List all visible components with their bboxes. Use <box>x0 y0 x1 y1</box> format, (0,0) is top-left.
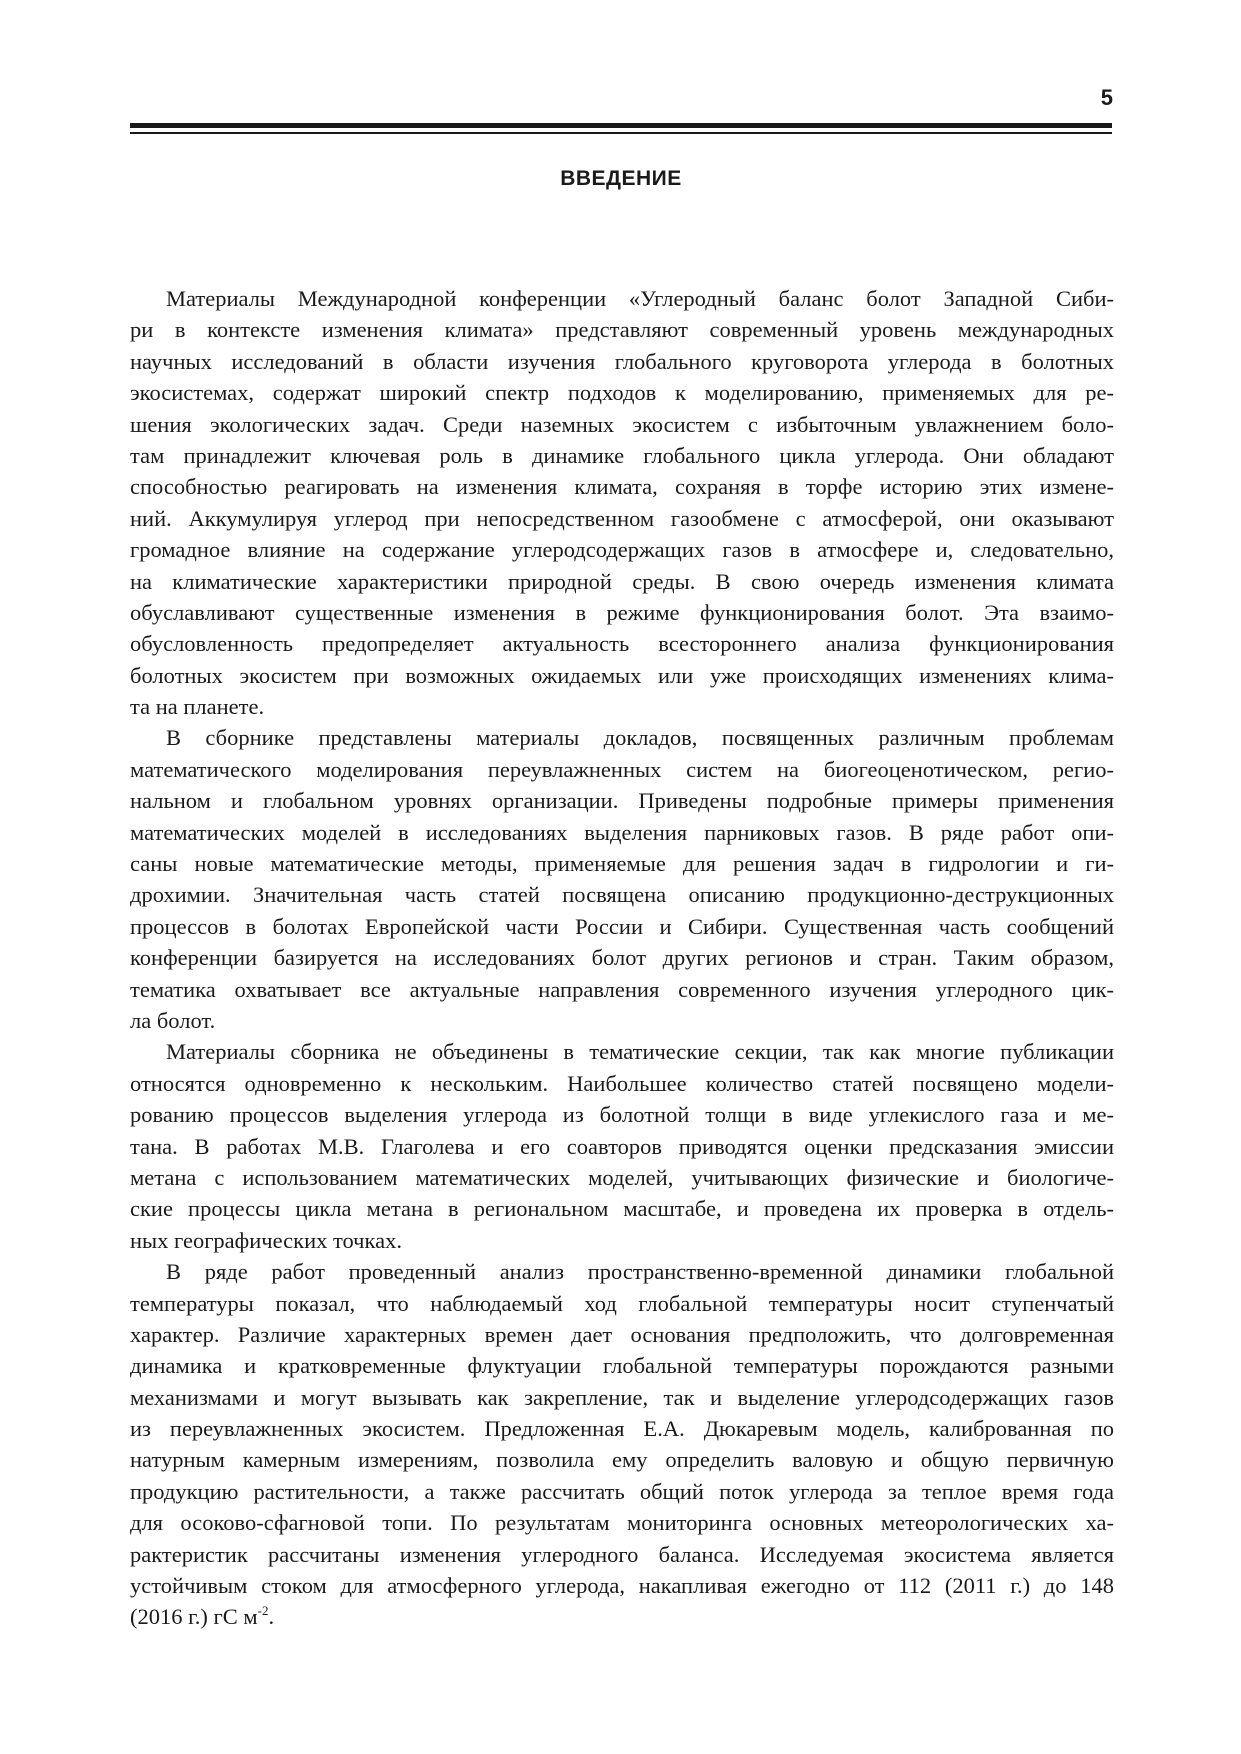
paragraph-4-line: характер. Различие характерных времен дает основания предположить, что долговременная <box>130 1321 1114 1347</box>
paragraph-3-line: рованию процессов выделения углерода из болотной толщи в виде углекислого газа и ме- <box>130 1102 1114 1128</box>
paragraph-2-line: ла болот. <box>130 1007 216 1033</box>
paragraph-1-line: экосистемах, содержат широкий спектр подходов к моделированию, применяемых для ре- <box>130 380 1114 406</box>
paragraph-2-line: процессов в болотах Европейской части России и Сибири. Существенная часть сообщений <box>130 913 1114 939</box>
paragraph-3-line: относятся одновременно к нескольким. Наибольшее количество статей посвящено модели- <box>130 1070 1114 1096</box>
paragraph-2-line: тематика охватывает все актуальные направления современного изучения углеродного цик- <box>130 976 1114 1002</box>
paragraph-2-line: математического моделирования переувлажненных систем на биогеоценотическом, регио- <box>130 756 1114 782</box>
paragraph-1-line: Материалы Международной конференции «Углеродный баланс болот Западной Сиби- <box>166 286 1114 311</box>
paragraph-4-line: механизмами и могут вызывать как закрепление, так и выделение углеродсодержащих газов <box>130 1384 1114 1410</box>
paragraph-1-line: обуславливают существенные изменения в режиме функционирования болот. Эта взаимо- <box>130 599 1114 625</box>
header-rule-thin <box>130 132 1112 134</box>
paragraph-4-line: продукцию растительности, а также рассчитать общий поток углерода за теплое время года <box>130 1478 1114 1504</box>
paragraph-1-line: обусловленность предопределяет актуальность всестороннего анализа функционирования <box>130 631 1114 657</box>
paragraph-1-line: та на планете. <box>130 694 265 720</box>
paragraph-2-line: конференции базируется на исследованиях болот других регионов и стран. Таким образом, <box>130 945 1114 971</box>
paragraph-4-line: температуры показал, что наблюдаемый ход глобальной температуры носит ступенчатый <box>130 1290 1114 1316</box>
paragraph-2-line: нальном и глобальном уровнях организации. Приведены подробные примеры применения <box>130 788 1114 814</box>
paragraph-3-line: ские процессы цикла метана в региональном масштабе, и проведена их проверка в отдель- <box>130 1196 1114 1222</box>
paragraph-1-line: там принадлежит ключевая роль в динамике глобального цикла углерода. Они обладают <box>130 442 1114 468</box>
paragraph-4-line: В ряде работ проведенный анализ пространственно-временной динамики глобальной <box>166 1259 1114 1285</box>
paragraph-1-line: способностью реагировать на изменения климата, сохраняя в торфе историю этих измене- <box>130 474 1114 500</box>
paragraph-1-line: шения экологических задач. Среди наземных экосистем с избыточным увлажнением боло- <box>130 411 1114 437</box>
page-number: 5 <box>1100 85 1113 110</box>
body-text <box>130 283 1114 1633</box>
final-line-text: (2016 г.) гС м <box>130 1604 258 1630</box>
paragraph-4-line: для осоково-сфагновой топи. По результатам мониторинга основных метеорологических ха- <box>130 1510 1114 1536</box>
paragraph-4-line: натурным камерным измерениям, позволила ему определить валовую и общую первичную <box>130 1447 1114 1473</box>
paragraph-2-line: дрохимии. Значительная часть статей посвящена описанию продукционно-деструкционных <box>130 882 1114 908</box>
paragraph-1-line: научных исследований в области изучения глобального круговорота углерода в болотных <box>130 348 1114 374</box>
header-rule-thick <box>130 123 1112 128</box>
paragraph-1-line: болотных экосистем при возможных ожидаемых или уже происходящих изменениях клима- <box>130 662 1114 688</box>
paragraph-1-line: ний. Аккумулируя углерод при непосредственном газообмене с атмосферой, они оказывают <box>130 505 1114 531</box>
paragraph-2-line: саны новые математические методы, применяемые для решения задач в гидрологии и ги- <box>130 851 1114 877</box>
paragraph-3-line: Материалы сборника не объединены в тематические секции, так как многие публикации <box>166 1039 1114 1065</box>
paragraph-4-line: динамика и кратковременные флуктуации глобальной температуры порождаются разными <box>130 1353 1114 1379</box>
paragraph-3-line: метана с использованием математических моделей, учитывающих физические и биологиче- <box>130 1164 1114 1190</box>
final-line-period: . <box>268 1604 275 1630</box>
page-title: ВВЕДЕНИЕ <box>560 167 682 190</box>
paragraph-4-line: рактеристик рассчитаны изменения углеродного баланса. Исследуемая экосистема является <box>130 1541 1114 1567</box>
paragraph-3-line: тана. В работах М.В. Глаголева и его соавторов приводятся оценки предсказания эмиссии <box>130 1133 1114 1159</box>
paragraph-4-line: из переувлажненных экосистем. Предложенная Е.А. Дюкаревым модель, калиброванная по <box>130 1416 1114 1442</box>
paragraph-1-line: на климатические характеристики природной среды. В свою очередь изменения климата <box>130 568 1114 594</box>
paragraph-1-line: громадное влияние на содержание углеродсодержащих газов в атмосфере и, следовательно, <box>130 537 1114 563</box>
paragraph-2-line: математических моделей в исследованиях выделения парниковых газов. В ряде работ опи- <box>130 819 1114 845</box>
unit-superscript: -2 <box>257 1603 269 1619</box>
paragraph-3-line: ных географических точках. <box>130 1227 402 1253</box>
paragraph-4-final-line <box>130 1601 1114 1632</box>
paragraph-2-line: В сборнике представлены материалы докладов, посвященных различным проблемам <box>166 725 1114 751</box>
paragraph-4-line: устойчивым стоком для атмосферного углерода, накапливая ежегодно от 112 (2011 г.) до 148 <box>130 1573 1114 1599</box>
paragraph-1-line: ри в контексте изменения климата» представляют современный уровень международных <box>130 317 1114 343</box>
